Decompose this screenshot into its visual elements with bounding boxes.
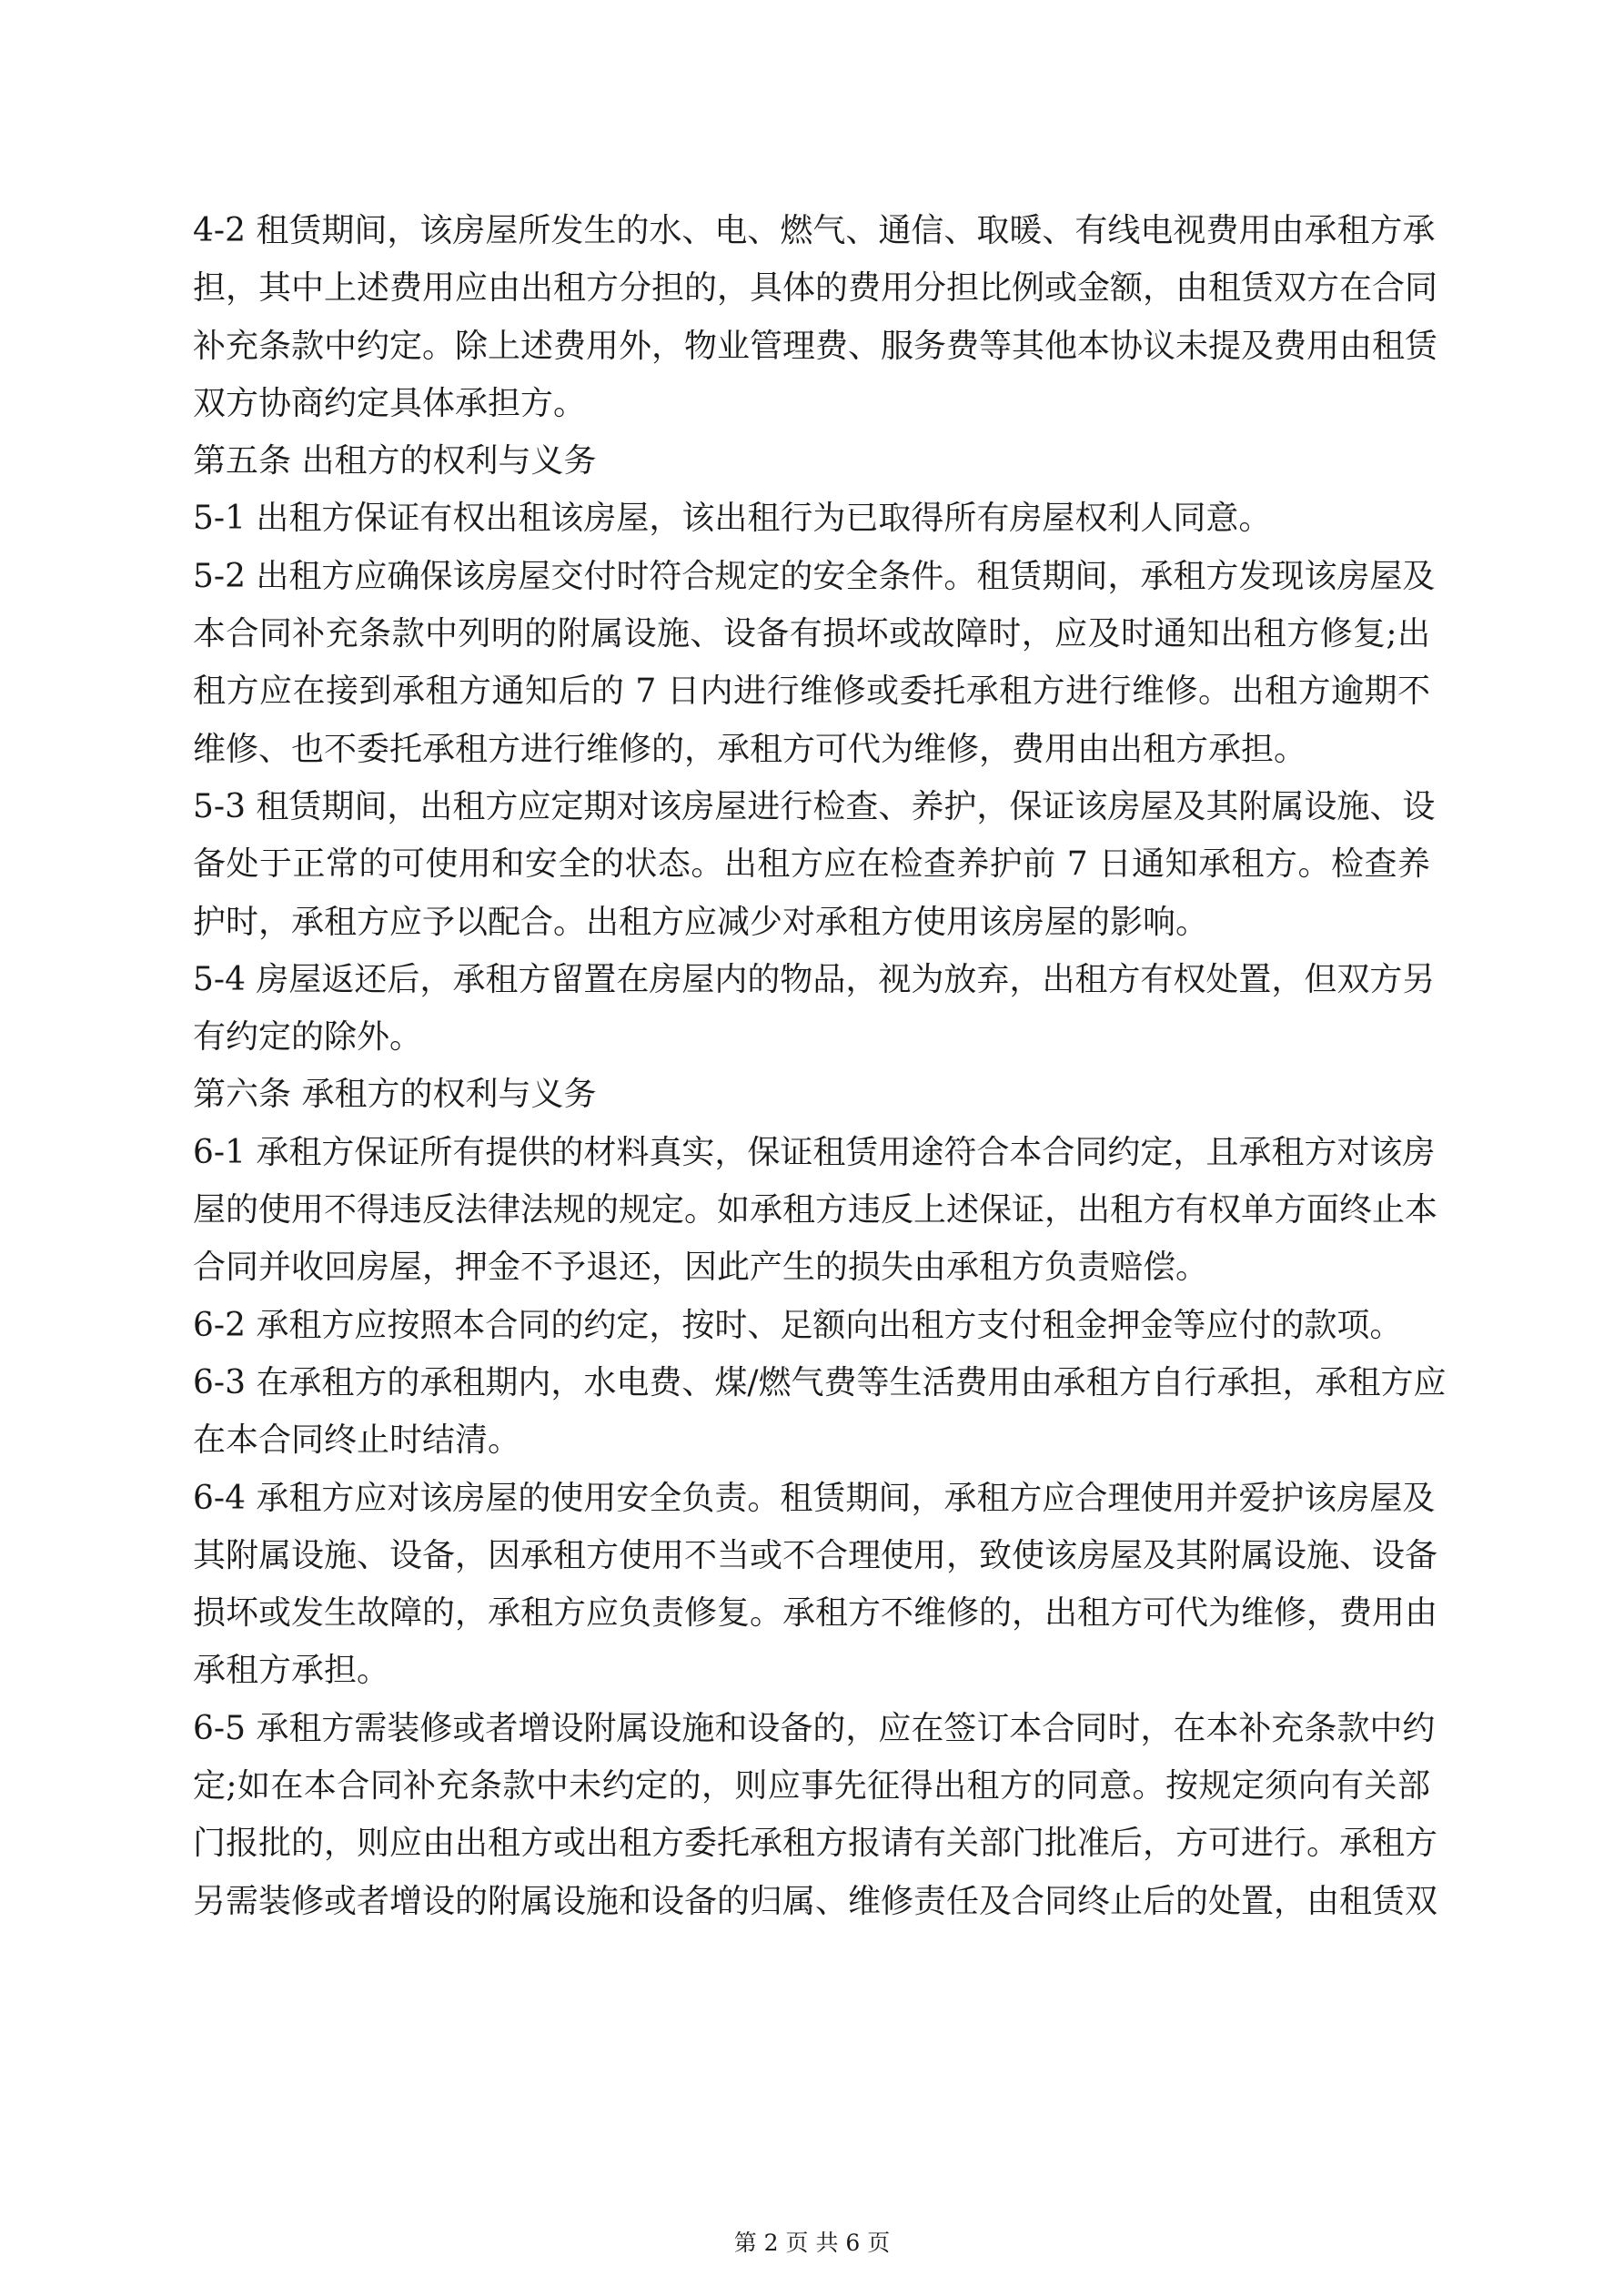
text-line: 第六条 承租方的权利与义务 (193, 1076, 597, 1114)
text-line: 6-4 承租方应对该房屋的使用安全负责。租赁期间，承租方应合理使用并爱护该房屋及 (193, 1479, 1436, 1517)
text-line: 6-5 承租方需装修或者增设附属设施和设备的，应在签订本合同时，在本补充条款中约 (193, 1709, 1436, 1747)
text-line: 双方协商约定具体承担方。 (193, 384, 587, 422)
page-footer: 第 2 页 共 6 页 (733, 2230, 891, 2256)
text-line: 合同并收回房屋，押金不予退还，因此产生的损失由承租方负责赔偿。 (193, 1249, 1209, 1287)
text-line: 本合同补充条款中列明的附属设施、设备有损坏或故障时，应及时通知出租方修复;出 (193, 615, 1430, 653)
text-line: 屋的使用不得违反法律法规的规定。如承租方违反上述保证，出租方有权单方面终止本 (193, 1191, 1438, 1229)
text-line: 6-2 承租方应按照本合同的约定，按时、足额向出租方支付租金押金等应付的款项。 (193, 1306, 1403, 1344)
text-line: 另需装修或者增设的附属设施和设备的归属、维修责任及合同终止后的处置，由租赁双 (193, 1882, 1438, 1920)
document-body (193, 202, 1447, 1930)
text-line: 6-1 承租方保证所有提供的材料真实，保证租赁用途符合本合同约定，且承租方对该房 (193, 1133, 1436, 1171)
text-line: 有约定的除外。 (193, 1018, 423, 1057)
text-line: 其附属设施、设备，因承租方使用不当或不合理使用，致使该房屋及其附属设施、设备 (193, 1536, 1438, 1574)
text-line: 5-2 出租方应确保该房屋交付时符合规定的安全条件。租赁期间，承租方发现该房屋及 (193, 557, 1436, 595)
text-line: 维修、也不委托承租方进行维修的，承租方可代为维修，费用由出租方承担。 (193, 730, 1307, 768)
text-line: 损坏或发生故障的，承租方应负责修复。承租方不维修的，出租方可代为维修，费用由 (193, 1594, 1438, 1633)
text-line: 备处于正常的可使用和安全的状态。出租方应在检查养护前 7 日通知承租方。检查养 (193, 845, 1430, 884)
text-line: 租方应在接到承租方通知后的 7 日内进行维修或委托承租方进行维修。出租方逾期不 (193, 673, 1430, 711)
text-line: 门报批的，则应由出租方或出租方委托承租方报请有关部门批准后，方可进行。承租方 (193, 1825, 1438, 1863)
text-line: 第五条 出租方的权利与义务 (193, 442, 597, 480)
text-line: 承租方承担。 (193, 1652, 390, 1690)
text-line: 5-4 房屋返还后，承租方留置在房屋内的物品，视为放弃，出租方有权处置，但双方另 (193, 960, 1436, 998)
text-line: 在本合同终止时结清。 (193, 1421, 521, 1460)
text-line: 6-3 在承租方的承租期内，水电费、煤/燃气费等生活费用由承租方自行承担，承租方应 (193, 1363, 1447, 1401)
text-line: 4-2 租赁期间，该房屋所发生的水、电、燃气、通信、取暖、有线电视费用由承租方承 (193, 212, 1436, 249)
text-line: 定;如在本合同补充条款中未约定的，则应事先征得出租方的同意。按规定须向有关部 (193, 1767, 1430, 1805)
text-line: 护时，承租方应予以配合。出租方应减少对承租方使用该房屋的影响。 (193, 903, 1209, 941)
text-line: 5-3 租赁期间，出租方应定期对该房屋进行检查、养护，保证该房屋及其附属设施、设 (193, 787, 1436, 825)
text-line: 补充条款中约定。除上述费用外，物业管理费、服务费等其他本协议未提及费用由租赁 (193, 327, 1438, 365)
text-line: 担，其中上述费用应由出租方分担的，具体的费用分担比例或金额，由租赁双方在合同 (193, 269, 1438, 308)
text-line: 5-1 出租方保证有权出租该房屋，该出租行为已取得所有房屋权利人同意。 (193, 500, 1272, 538)
